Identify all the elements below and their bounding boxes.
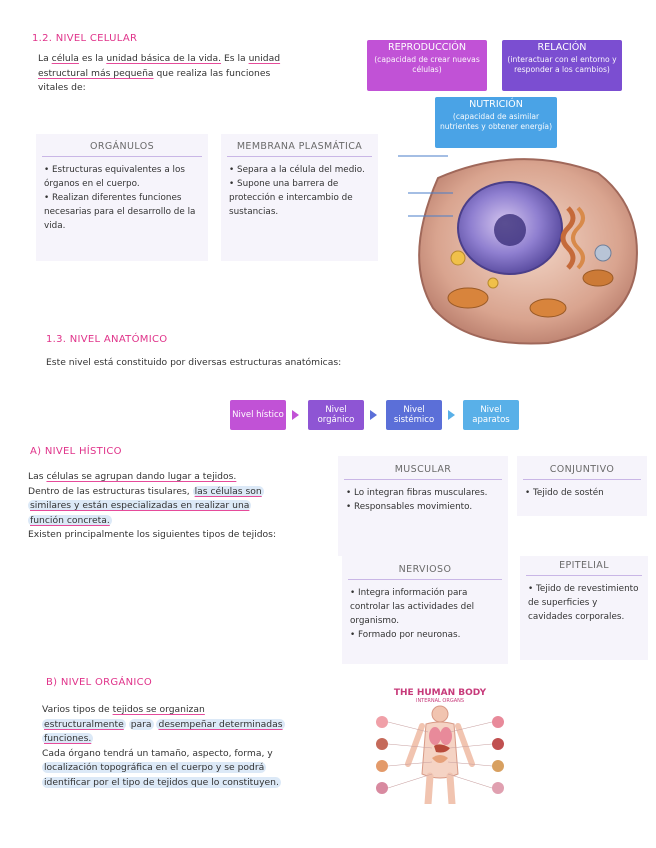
level-aparatos: Nivel aparatos <box>463 400 519 430</box>
anatomico-intro: Este nivel está constituido por diversas estructuras anatómicas: <box>46 357 342 368</box>
text: células se agrupan dando lugar a tejidos. <box>46 471 237 482</box>
text: vitales de: <box>38 82 86 93</box>
list-item: • Estructuras equivalentes a los órganos en el cuerpo. <box>44 163 200 191</box>
list-item: • Separa a la célula del medio. <box>229 163 370 177</box>
conjuntivo-box <box>517 456 647 516</box>
text: funciones. <box>44 733 92 744</box>
box-title: MEMBRANA PLASMÁTICA <box>227 141 372 157</box>
level-histico: Nivel hístico <box>230 400 286 430</box>
section-heading-histico: A) NIVEL HÍSTICO <box>30 446 122 457</box>
box-title: NERVIOSO <box>348 564 502 580</box>
text: localización topográfica en el cuerpo y se podrá <box>44 762 265 773</box>
text: las células son <box>194 485 262 497</box>
text: Varios tipos de <box>42 704 110 715</box>
text: estructural más pequeña <box>38 67 154 79</box>
box-title: CONJUNTIVO <box>523 464 641 480</box>
level-organico: Nivel orgánico <box>308 400 364 430</box>
organico-paragraph <box>42 703 342 790</box>
list-item: • Supone una barrera de protección e intercambio de sustancias. <box>229 177 370 219</box>
section-heading-organico: B) NIVEL ORGÁNICO <box>46 677 153 688</box>
tag-subtitle: (capacidad de crear nuevas células) <box>374 55 480 74</box>
list-item: • Responsables movimiento. <box>346 500 500 514</box>
epitelial-box <box>520 556 648 660</box>
tag-subtitle: (interactuar con el entorno y responder a los cambios) <box>507 55 617 74</box>
tag-nutricion <box>435 97 557 148</box>
arrow-right-icon <box>448 410 455 420</box>
text: similares y están especializadas en realizar una <box>30 500 250 511</box>
list-item: • Tejido de revestimiento de superficies y cavidades corporales. <box>528 582 640 624</box>
list-item: • Formado por neuronas. <box>350 628 500 642</box>
text: célula <box>51 53 79 64</box>
organulos-box <box>36 134 208 261</box>
box-title: ORGÁNULOS <box>42 141 202 157</box>
membrana-box <box>221 134 378 261</box>
text: para <box>130 718 152 730</box>
text: estructuralmente <box>44 718 124 730</box>
text: La <box>38 53 49 64</box>
list-item: • Lo integran fibras musculares. <box>346 486 500 500</box>
level-sistemico: Nivel sistémico <box>386 400 442 430</box>
text: desempeñar determinadas <box>158 718 283 730</box>
text: unidad <box>248 53 281 64</box>
arrow-right-icon <box>292 410 299 420</box>
box-title: MUSCULAR <box>344 464 502 480</box>
list-item: • Realizan diferentes funciones necesarias para el desarrollo de la vida. <box>44 191 200 233</box>
section-heading-anatomico: 1.3. NIVEL ANATÓMICO <box>46 334 168 345</box>
human-body-illustration <box>366 686 514 806</box>
box-title: EPITELIAL <box>526 560 642 576</box>
text: que realiza las funciones <box>156 67 271 79</box>
histico-paragraph <box>28 470 328 543</box>
text: Existen principalmente los siguientes tipos de tejidos: <box>28 529 277 540</box>
text: identificar por el tipo de tejidos que lo constituyen. <box>44 776 279 788</box>
cell-illustration <box>398 148 646 348</box>
celular-paragraph <box>38 52 338 96</box>
tag-title: REPRODUCCIÓN <box>387 42 467 53</box>
tag-title: NUTRICIÓN <box>469 99 523 110</box>
section-heading-celular: 1.2. NIVEL CELULAR <box>32 33 138 44</box>
text: tejidos se organizan <box>112 704 205 715</box>
text: función concreta. <box>30 514 110 526</box>
tag-reproduccion <box>367 40 487 91</box>
text: Cada órgano tendrá un tamaño, aspecto, forma, y <box>42 747 273 759</box>
body-title: THE HUMAN BODY <box>393 688 487 698</box>
text: Las <box>28 471 44 482</box>
tag-title: RELACIÓN <box>537 42 587 53</box>
text: unidad básica de la vida. <box>106 53 222 64</box>
list-item: • Tejido de sostén <box>525 486 639 500</box>
arrow-right-icon <box>370 410 377 420</box>
text: Es la <box>223 53 246 64</box>
list-item: • Integra información para controlar las actividades del organismo. <box>350 586 500 628</box>
body-subtitle: INTERNAL ORGANS <box>415 698 465 704</box>
text: es la <box>81 53 104 64</box>
nervioso-box <box>342 556 508 664</box>
tag-subtitle: (capacidad de asimilar nutrientes y obtener energía) <box>439 112 553 131</box>
muscular-box <box>338 456 508 556</box>
text: Dentro de las estructuras tisulares, <box>28 485 190 497</box>
tag-relacion <box>502 40 622 91</box>
